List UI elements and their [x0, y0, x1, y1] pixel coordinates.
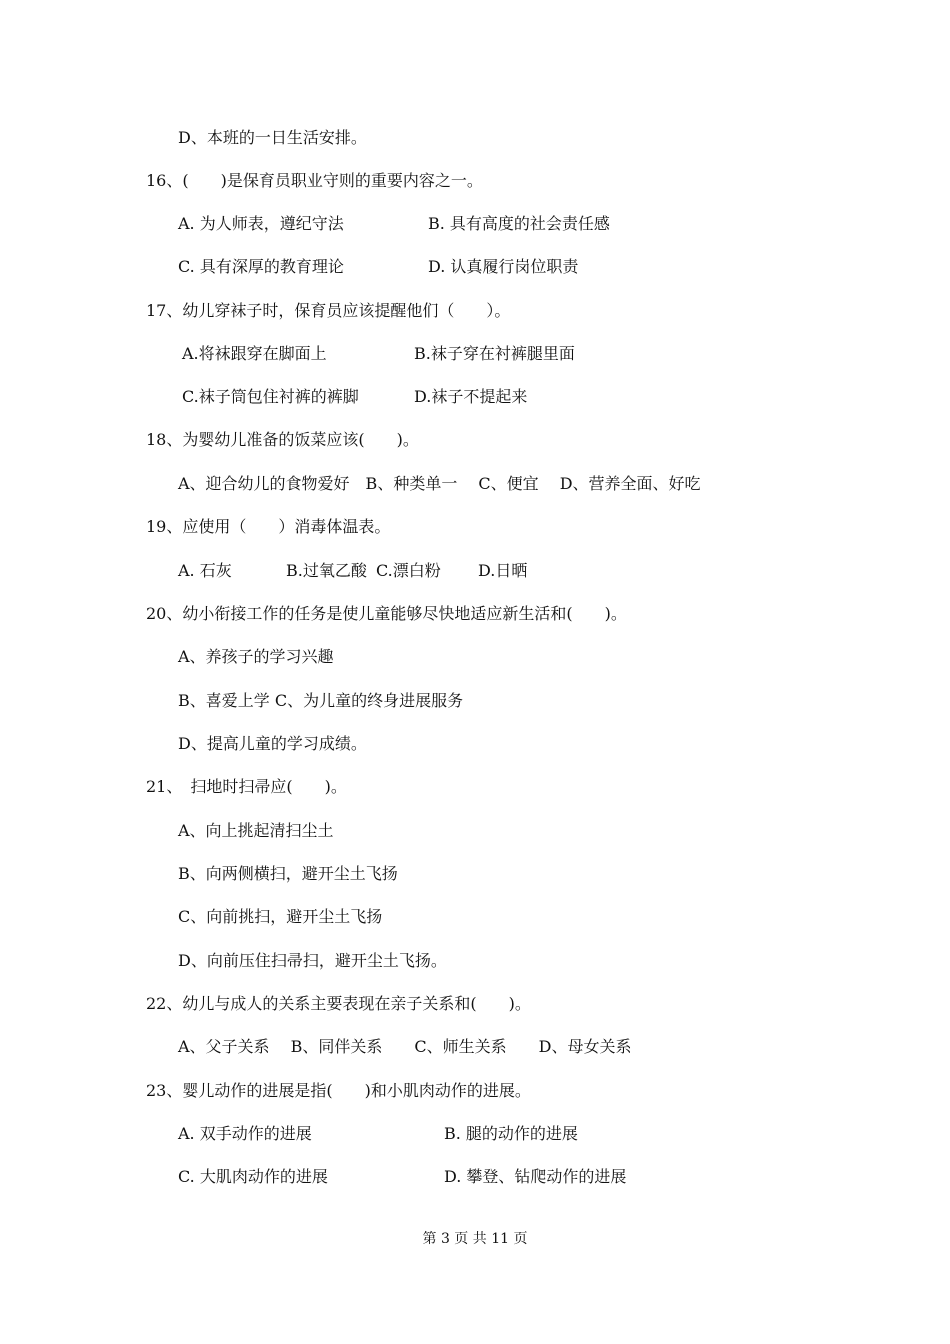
option-c: C.漂白粉 — [376, 561, 441, 580]
question-20: 20、幼小衔接工作的任务是使儿童能够尽快地适应新生活和( )。 — [146, 604, 627, 623]
option-d: D. 认真履行岗位职责 — [428, 257, 579, 276]
option-c: C.袜子筒包住衬裤的裤脚 — [182, 387, 359, 406]
option-a: A. 双手动作的进展 — [178, 1124, 312, 1143]
option-c: C、向前挑扫，避开尘土飞扬 — [178, 907, 383, 926]
option-d: D. 攀登、钻爬动作的进展 — [444, 1167, 627, 1186]
option-b: B. 具有高度的社会责任感 — [428, 214, 610, 233]
option-d: D、提高儿童的学习成绩。 — [178, 734, 367, 753]
option-b: B.袜子穿在衬裤腿里面 — [414, 344, 575, 363]
page-footer: 第 3 页 共 11 页 — [422, 1231, 528, 1247]
option-a: A. 石灰 — [178, 561, 232, 580]
option-b: B.过氧乙酸 — [286, 561, 367, 580]
option-a: A、向上挑起清扫尘土 — [178, 821, 334, 840]
option-b: B、喜爱上学 C、为儿童的终身进展服务 — [178, 691, 464, 710]
question-19: 19、应使用（ ）消毒体温表。 — [146, 517, 391, 536]
options-line: A、迎合幼儿的食物爱好 B、种类单一 C、便宜 D、营养全面、好吃 — [178, 474, 701, 493]
option-b: B. 腿的动作的进展 — [444, 1124, 578, 1143]
question-17: 17、幼儿穿袜子时，保育员应该提醒他们（ ）。 — [146, 301, 511, 320]
question-23: 23、婴儿动作的进展是指( )和小肌肉动作的进展。 — [146, 1081, 531, 1100]
question-16: 16、( )是保育员职业守则的重要内容之一。 — [146, 171, 483, 190]
option-a: A. 为人师表，遵纪守法 — [178, 214, 344, 233]
question-18: 18、为婴幼儿准备的饭菜应该( )。 — [146, 430, 419, 449]
option-line: D、本班的一日生活安排。 — [178, 128, 367, 147]
option-b: B、向两侧横扫，避开尘土飞扬 — [178, 864, 398, 883]
option-d: D.袜子不提起来 — [414, 387, 528, 406]
question-21: 21、 扫地时扫帚应( )。 — [146, 777, 347, 796]
options-line: A、父子关系 B、同伴关系 C、师生关系 D、母女关系 — [178, 1037, 632, 1056]
option-a: A.将袜跟穿在脚面上 — [182, 344, 327, 363]
option-d: D、向前压住扫帚扫，避开尘土飞扬。 — [178, 951, 447, 970]
question-22: 22、幼儿与成人的关系主要表现在亲子关系和( )。 — [146, 994, 531, 1013]
option-c: C. 大肌肉动作的进展 — [178, 1167, 328, 1186]
option-d: D.日晒 — [478, 561, 528, 580]
option-c: C. 具有深厚的教育理论 — [178, 257, 344, 276]
option-a: A、养孩子的学习兴趣 — [178, 647, 334, 666]
